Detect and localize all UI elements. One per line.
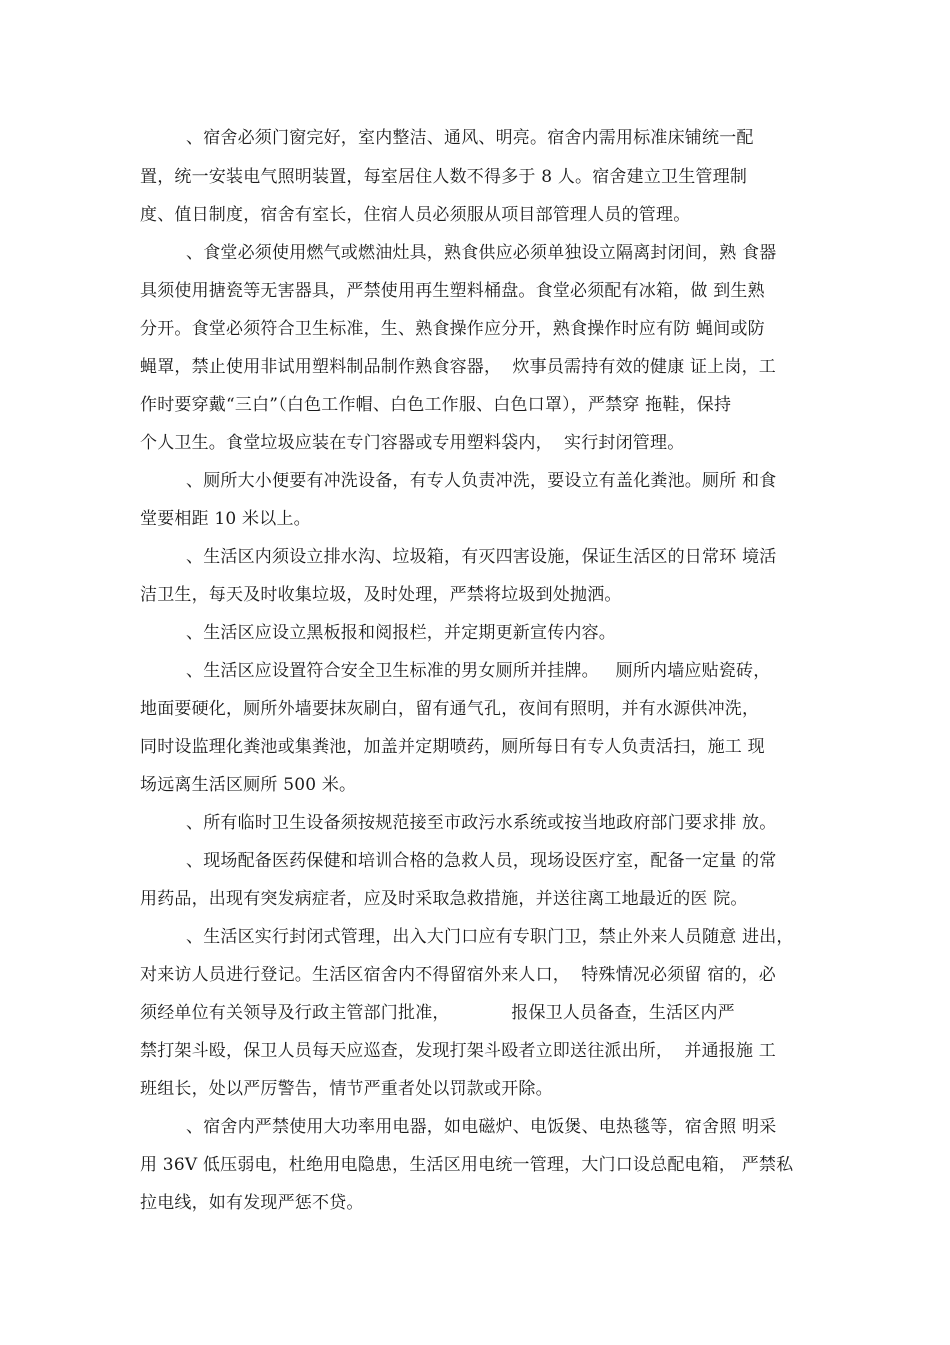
text-line-26: 班组长，处以严厉警告，情节严重者处以罚款或开除。 bbox=[140, 1079, 553, 1099]
text-line-19: 、所有临时卫生设备须按规范接至市政污水系统或按当地政府部门要求排 放。 bbox=[186, 813, 777, 833]
text-line-9: 个人卫生。食堂垃圾应装在专门容器或专用塑料袋内， 实行封闭管理。 bbox=[140, 433, 685, 453]
text-line-4: 、食堂必须使用燃气或燃油灶具，熟食供应必须单独设立隔离封闭间，熟 食器 bbox=[186, 243, 777, 263]
text-line-13: 洁卫生，每天及时收集垃圾，及时处理，严禁将垃圾到处抛洒。 bbox=[140, 585, 622, 605]
text-line-14: 、生活区应设立黑板报和阅报栏，并定期更新宣传内容。 bbox=[186, 623, 616, 643]
text-line-3: 度、值日制度，宿舍有室长，住宿人员必须服从项目部管理人员的管理。 bbox=[140, 205, 691, 225]
text-line-7: 蝇罩，禁止使用非试用塑料制品制作熟食容器， 炊事员需持有效的健康 证上岗，工 bbox=[140, 357, 777, 377]
text-line-8: 作时要穿戴“三白”（白色工作帽、白色工作服、白色口罩），严禁穿 拖鞋，保持 bbox=[140, 395, 732, 415]
text-line-10: 、厕所大小便要有冲洗设备，有专人负责冲洗，要设立有盖化粪池。厕所 和食 bbox=[186, 471, 777, 491]
text-line-18: 场远离生活区厕所 500 米。 bbox=[140, 775, 357, 795]
text-line-27: 、宿舍内严禁使用大功率用电器，如电磁炉、电饭煲、电热毯等，宿舍照 明采 bbox=[186, 1117, 777, 1137]
text-line-5: 具须使用搪瓷等无害器具，严禁使用再生塑料桶盘。食堂必须配有冰箱，做 到生熟 bbox=[140, 281, 765, 301]
text-line-17: 同时设监理化粪池或集粪池，加盖并定期喷药，厕所每日有专人负责活扫，施工 现 bbox=[140, 737, 765, 757]
text-line-25: 禁打架斗殴，保卫人员每天应巡查，发现打架斗殴者立即送往派出所， 并通报施 工 bbox=[140, 1041, 777, 1061]
text-line-11: 堂要相距 10 米以上。 bbox=[140, 509, 311, 529]
text-line-22: 、生活区实行封闭式管理，出入大门口应有专职门卫，禁止外来人员随意 进出， bbox=[186, 927, 794, 947]
text-line-15: 、生活区应设置符合安全卫生标准的男女厕所并挂牌。 厕所内墙应贴瓷砖， bbox=[186, 661, 771, 681]
text-line-24: 须经单位有关领导及行政主管部门批准， 报保卫人员备查，生活区内严 bbox=[140, 1003, 735, 1023]
text-line-16: 地面要硬化，厕所外墙要抹灰刷白，留有通气孔，夜间有照明，并有水源供冲洗， bbox=[140, 699, 760, 719]
text-line-20: 、现场配备医药保健和培训合格的急救人员，现场设医疗室，配备一定量 的常 bbox=[186, 851, 777, 871]
text-line-6: 分开。食堂必须符合卫生标准，生、熟食操作应分开，熟食操作时应有防 蝇间或防 bbox=[140, 319, 765, 339]
text-line-28: 用 36V 低压弱电，杜绝用电隐患，生活区用电统一管理，大门口设总配电箱， 严禁私 bbox=[140, 1155, 794, 1175]
text-line-2: 置，统一安装电气照明装置，每室居住人数不得多于 8 人。宿舍建立卫生管理制 bbox=[140, 167, 748, 187]
text-line-21: 用药品，出现有突发病症者，应及时采取急救措施，并送往离工地最近的医 院。 bbox=[140, 889, 748, 909]
text-line-29: 拉电线，如有发现严惩不贷。 bbox=[140, 1193, 364, 1213]
text-line-23: 对来访人员进行登记。生活区宿舍内不得留宿外来人口， 特殊情况必须留 宿的，必 bbox=[140, 965, 777, 985]
text-line-12: 、生活区内须设立排水沟、垃圾箱，有灭四害设施，保证生活区的日常环 境活 bbox=[186, 547, 777, 567]
text-line-1: 、宿舍必须门窗完好，室内整洁、通风、明亮。宿舍内需用标准床铺统一配 bbox=[186, 128, 754, 148]
